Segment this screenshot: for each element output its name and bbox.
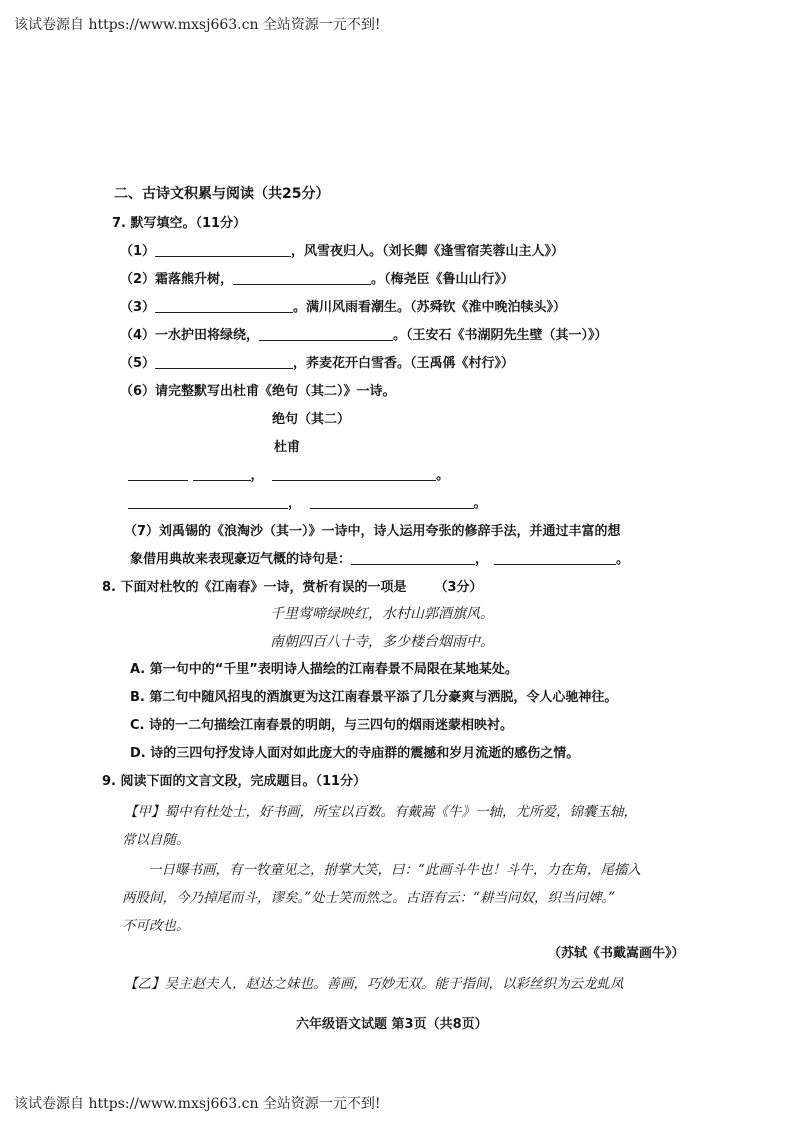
- passage-p2-line-3: 不可改也。: [122, 918, 190, 934]
- punctuation: 。: [473, 496, 487, 511]
- q8-poem-line-1: 千里莺啼绿映红，水村山郭酒旗风。: [270, 606, 494, 622]
- watermark-top: 该试卷源自 https://www.mxsj663.cn 全站资源一元不到!: [14, 17, 381, 33]
- fill-blank[interactable]: [259, 326, 393, 341]
- fill-blank[interactable]: [310, 494, 474, 509]
- fill-blank[interactable]: [233, 270, 371, 285]
- page-footer: 六年级语文试题 第3页（共8页）: [296, 1017, 488, 1032]
- q7-heading: 7. 默写填空。（11分）: [112, 216, 247, 231]
- section-title: 二、古诗文积累与阅读（共25分）: [114, 186, 330, 202]
- punctuation: ，: [288, 496, 302, 511]
- item-text: 象借用典故来表现豪迈气概的诗句是：: [130, 552, 352, 567]
- passage-jia-line-1: 【甲】蜀中有杜处士，好书画，所宝以百数。有戴嵩《牛》一轴，尤所爱，锦囊玉轴，: [124, 804, 637, 820]
- item-number: （1）: [120, 244, 156, 259]
- q8-option-b[interactable]: B. 第二句中随风招曳的酒旗更为这江南春景平添了几分豪爽与洒脱，令人心驰神往。: [130, 690, 618, 705]
- q8-heading: [102, 578, 483, 598]
- question-score: （3分）: [434, 580, 483, 595]
- q7-item-3: [120, 298, 566, 318]
- item-number: （3）: [120, 300, 156, 315]
- item-text: ，风雪夜归人。（刘长卿《逢雪宿芙蓉山主人》）: [291, 244, 565, 259]
- fill-blank[interactable]: [351, 550, 475, 565]
- item-text: 。满川风雨看潮生。（苏舜钦《淮中晚泊犊头》）: [293, 300, 567, 315]
- passage-yi-line-1: 【乙】吴主赵夫人，赵达之妹也。善画，巧妙无双。能于指间，以彩丝织为云龙虬凤: [124, 976, 624, 992]
- punctuation: ，: [250, 468, 264, 483]
- fill-blank[interactable]: [494, 550, 616, 565]
- item-text: 。（梅尧臣《鲁山山行》）: [371, 272, 515, 287]
- passage-p2-line-1: 一日曝书画，有一牧童见之，拊掌大笑，曰：“此画斗牛也！斗牛，力在角，尾搐入: [148, 862, 641, 878]
- fill-blank[interactable]: [155, 298, 293, 313]
- q7-item-6: （6）请完整默写出杜甫《绝句（其二）》一诗。: [120, 384, 396, 399]
- passage-jia-line-2: 常以自随。: [122, 832, 190, 848]
- q7-item-1: [120, 242, 564, 262]
- fill-blank[interactable]: [128, 466, 188, 481]
- watermark-bottom: 该试卷源自 https://www.mxsj663.cn 全站资源一元不到!: [14, 1096, 381, 1112]
- item-text: ，荞麦花开白雪香。（王禹偁《村行》）: [293, 356, 515, 371]
- q8-option-d[interactable]: D. 诗的三四句抒发诗人面对如此庞大的寺庙群的震撼和岁月流逝的感伤之情。: [130, 746, 580, 761]
- fill-blank[interactable]: [193, 466, 251, 481]
- q9-heading: 9. 阅读下面的文言文段，完成题目。（11分）: [102, 774, 367, 789]
- punctuation: 。: [616, 552, 630, 567]
- q8-option-c[interactable]: C. 诗的一二句描绘江南春景的明朗，与三四句的烟雨迷蒙相映衬。: [130, 718, 514, 733]
- poem-blank-line-2: [128, 494, 487, 514]
- item-text: 。（王安石《书湖阴先生壁（其一）》）: [393, 328, 608, 343]
- fill-blank[interactable]: [155, 242, 291, 257]
- q8-option-a[interactable]: A. 第一句中的“千里”表明诗人描绘的江南春景不局限在某地某处。: [130, 662, 518, 677]
- poem-author: 杜甫: [274, 440, 301, 455]
- poem-title: 绝句（其二）: [272, 412, 351, 427]
- item-text: （2）霜落熊升树，: [120, 272, 234, 287]
- fill-blank[interactable]: [155, 354, 293, 369]
- passage-source: （苏轼《书戴嵩画牛》）: [548, 946, 685, 961]
- q7-item-5: [120, 354, 514, 374]
- question-text: 8. 下面对杜牧的《江南春》一诗，赏析有误的一项是: [102, 580, 407, 595]
- item-number: （5）: [120, 356, 156, 371]
- fill-blank[interactable]: [128, 494, 288, 509]
- poem-blank-line-1: [128, 466, 449, 486]
- fill-blank[interactable]: [272, 466, 436, 481]
- q7-item-4: [120, 326, 608, 346]
- passage-p2-line-2: 两股间，今乃掉尾而斗，谬矣。”处士笑而然之。古语有云：“耕当问奴，织当问婢。”: [122, 890, 616, 906]
- q7-item-2: [120, 270, 514, 290]
- q8-poem-line-2: 南朝四百八十寺，多少楼台烟雨中。: [270, 634, 494, 650]
- item-text: （4）一水护田将绿绕，: [120, 328, 260, 343]
- punctuation: 。: [436, 468, 450, 483]
- punctuation: ，: [475, 552, 489, 567]
- q7-item-7-line-1: （7）刘禹锡的《浪淘沙（其一）》一诗中，诗人运用夸张的修辞手法，并通过丰富的想: [124, 524, 621, 539]
- q7-item-7-line-2: [130, 550, 629, 570]
